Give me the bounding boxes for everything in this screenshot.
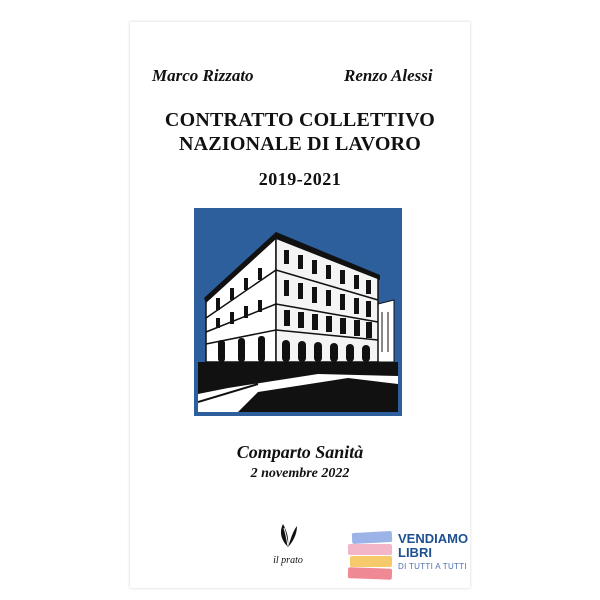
vendiamo-libri-sticker [348, 531, 469, 580]
book-title-line-1: CONTRATTO COLLETTIVO [164, 109, 436, 131]
sticker-line-1: VENDIAMO [398, 531, 469, 546]
building-drawing-icon [198, 212, 398, 412]
palazzo-illustration [194, 208, 402, 416]
author-name-2: Renzo Alessi [344, 66, 433, 85]
books-stack-icon [352, 531, 393, 544]
sticker-line-2: LIBRI [398, 545, 432, 560]
author-name-1: Marco Rizzato [152, 66, 254, 85]
leaf-logo-icon [277, 522, 299, 548]
publisher-logo [268, 522, 308, 566]
publication-date: 2 novembre 2022 [250, 466, 350, 481]
book-years: 2019-2021 [258, 169, 342, 189]
publisher-name: il prato [273, 555, 303, 566]
sticker-text [398, 532, 468, 574]
book-stripe [348, 544, 392, 555]
sticker-tagline: DI TUTTI A TUTTI [398, 562, 467, 571]
book-stripe [348, 567, 392, 580]
book-title-line-2: NAZIONALE DI LAVORO [179, 133, 421, 155]
book-subtitle: Comparto Sanità [236, 442, 364, 462]
book-cover [130, 22, 470, 588]
book-stripe [350, 556, 392, 567]
